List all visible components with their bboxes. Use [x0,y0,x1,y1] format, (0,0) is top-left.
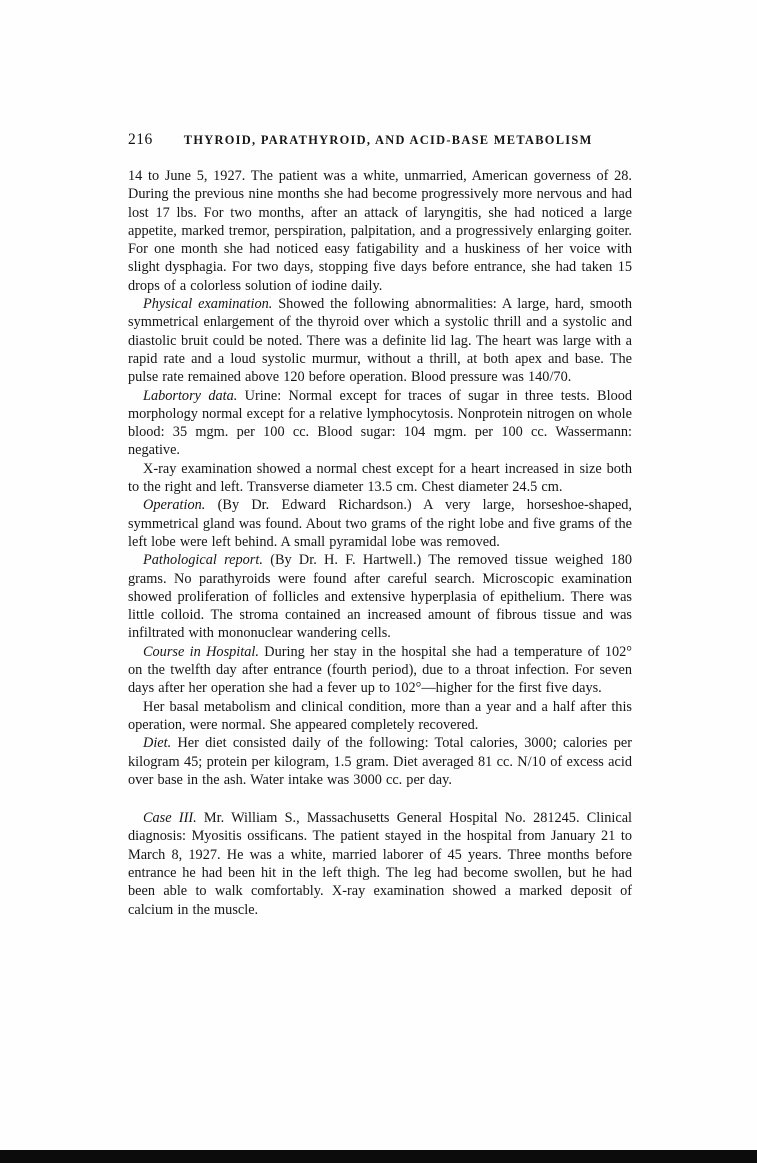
paragraph-case-iii [128,809,632,919]
paragraph-text: Showed the following abnormalities: A large, hard, smooth symmetrical enlargement of the thyroid over which a systolic thrill and a systolic and diastolic bruit could be noted. There was a definite lid lag. The heart was large with a rapid rate and a loud systolic murmur, without a thrill, at both apex and base. The pulse rate remained above 120 before operation. Blood pressure was 140/70. [128,296,632,386]
paragraph-text: 14 to June 5, 1927. The patient was a white, unmarried, American governess of 28. During the previous nine months she had become progressively more nervous and had lost 17 lbs. For two months, after an attack of laryngitis, she had noticed a large appetite, marked tremor, perspiration, palpitation, and a progressively enlarging goiter. For one month she had noticed easy fatigability and a huskiness of her voice with slight dysphagia. For two days, stopping five days before entrance, she had taken 15 drops of a colorless solution of iodine daily. [128,168,632,294]
paragraph [128,496,632,551]
paragraph-lead: Diet. [143,735,172,752]
paragraph-text: Urine: Normal except for traces of sugar in three tests. Blood morphology normal except for a relative lymphocytosis. Nonprotein nitrogen on whole blood: 35 mgm. per 100 cc. Blood sugar: 104 mgm. per 100 cc. Wassermann: negative. [128,387,633,459]
text-block [128,131,632,919]
paragraph-text: Her basal metabolism and clinical condition, more than a year and a half after this operation, were normal. She appeared completely recovered. [128,698,632,733]
paragraph-text: X-ray examination showed a normal chest except for a heart increased in size both to the right and left. Transverse diameter 13.5 cm. Chest diameter 24.5 cm. [128,460,632,496]
paragraph-lead: Case III. [143,810,197,827]
paragraph-lead: Course in Hospital. [143,643,259,660]
body-text [128,167,632,919]
paragraph-text: Mr. William S., Massachusetts General Hospital No. 281245. Clinical diagnosis: Myositis ossificans. The patient stayed in the hospital from January 21 to March 8, 1927. He was a white, married laborer of 45 years. Three months before entrance he had been hit in the left thigh. The leg had become swollen, but he had been able to walk comfortably. X-ray examination showed a marked deposit of calcium in the muscle. [128,810,633,918]
paragraph-lead: Physical examination. [143,296,273,313]
page-number: 216 [128,131,153,148]
running-head [128,131,632,149]
paragraph [128,698,632,735]
paragraph [128,643,632,698]
paragraph-text: (By Dr. H. F. Hartwell.) The removed tissue weighed 180 grams. No parathyroids were found after careful search. Microscopic examination showed proliferation of follicles and extensive hyperplasia of epithelium. There was little colloid. The stroma contained an increased amount of fibrous tissue and was infiltrated with mononuclear wandering cells. [128,552,633,642]
paragraph [128,734,632,789]
paragraph-lead: Operation. [143,497,206,514]
paragraph-lead: Labortory data. [143,387,238,404]
running-title: THYROID, PARATHYROID, AND ACID-BASE METABOLISM [183,133,593,147]
paragraph-text: Her diet consisted daily of the following: Total calories, 3000; calories per kilogram 45; protein per kilogram, 1.5 gram. Diet averaged 81 cc. N/10 of excess acid over base in the ash. Water intake was 3000 cc. per day. [128,735,632,788]
paragraph-lead: Pathological report. [143,552,263,569]
paragraph [128,551,632,642]
paragraph-text: (By Dr. Edward Richardson.) A very large, horseshoe-shaped, symmetrical gland was found. About two grams of the right lobe and five grams of the left lobe were left behind. A small pyramidal lobe was removed. [128,497,633,550]
paragraph [128,167,632,295]
paragraph-text: During her stay in the hospital she had a temperature of 102° on the twelfth day after entrance (fourth period), due to a throat infection. For seven days after her operation she had a fever up to 102°—higher for the first five days. [128,643,632,697]
paragraph [128,387,632,460]
paragraph [128,295,632,386]
scan-bottom-bar [0,1150,757,1163]
paragraph [128,460,632,497]
